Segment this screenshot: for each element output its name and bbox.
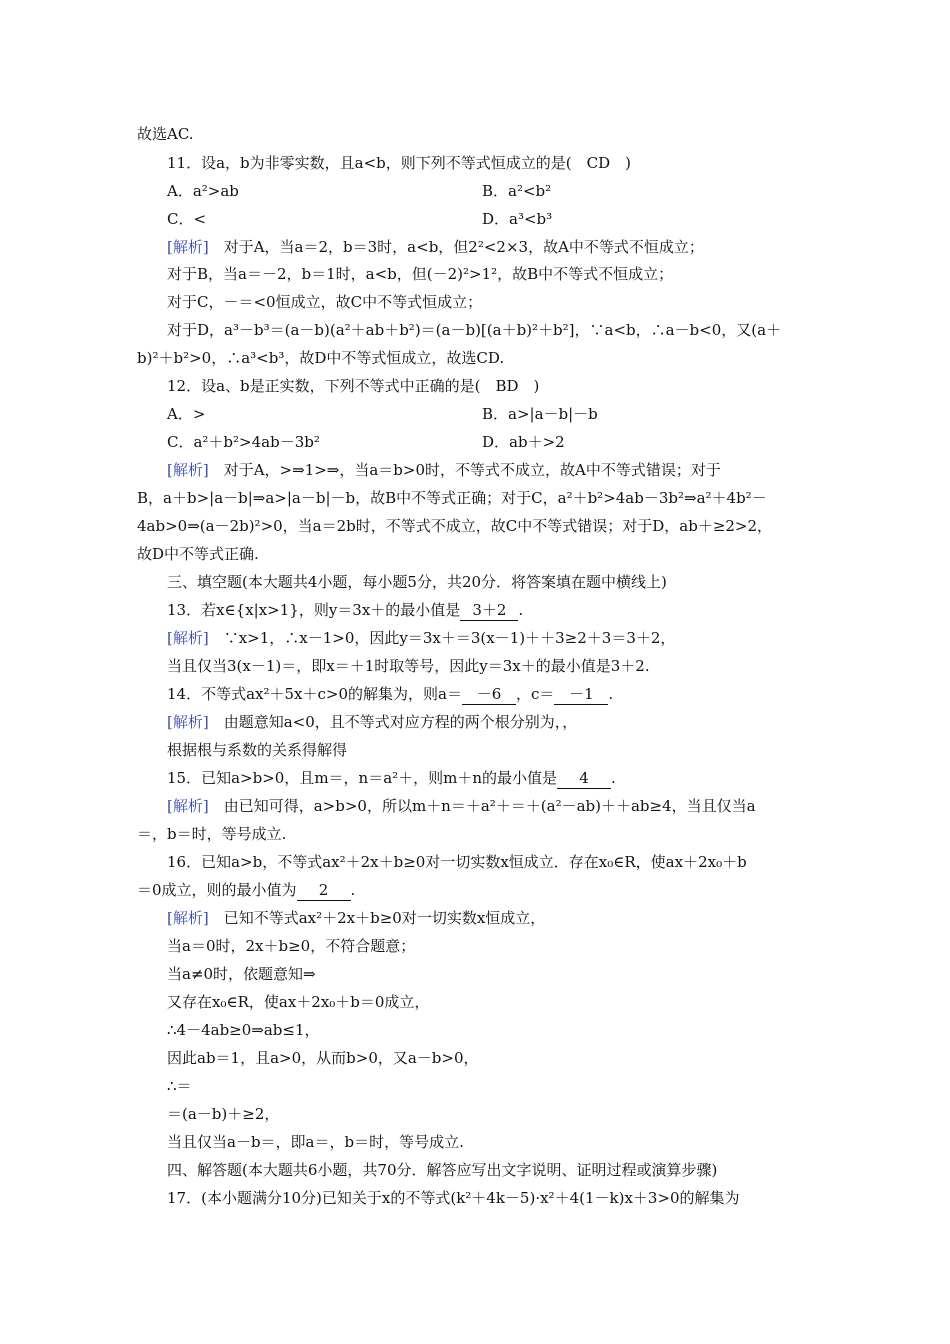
- text-line-l35: [167, 1076, 847, 1096]
- line-text: 4ab>0⇒(a－2b)²>0，当a＝2b时，不等式不成立，故C中不等式错误；对于D，ab＋≥2>2，: [137, 517, 773, 535]
- text-line-l17: [167, 572, 847, 592]
- text-line-l26: [137, 824, 817, 844]
- text-line-l01: [137, 124, 817, 144]
- line-text: 17．(本小题满分10分)已知关于x的不等式(k²＋4k－5)·x²＋4(1－k)x＋3>0的解集为: [167, 1189, 740, 1207]
- text-line-l18: [167, 600, 847, 621]
- line-text: ∴4－4ab≥0⇒ab≤1，: [167, 1021, 320, 1039]
- text-line-l04b: [482, 209, 950, 229]
- line-text: ＝0成立，则的最小值为: [137, 881, 297, 899]
- line-text: 当a＝0时，2x＋b≥0，不符合题意；: [167, 937, 416, 955]
- text-line-l05: [167, 237, 847, 257]
- line-text: C．<: [167, 210, 207, 228]
- text-line-l22: [167, 712, 847, 732]
- line-text: 当且仅当3(x－1)＝，即x＝＋1时取等号，因此y＝3x＋的最小值是3＋2.: [167, 657, 650, 675]
- line-text: 对于C，－＝<0恒成立，故C中不等式恒成立；: [167, 293, 483, 311]
- line-text-tail: .: [518, 601, 524, 619]
- line-text: 13．若x∈{x|x>1}，则y＝3x＋的最小值是: [167, 601, 461, 619]
- line-text: ∴＝: [167, 1077, 192, 1095]
- answer-blank: －1: [554, 684, 608, 705]
- answer-blank: 3＋2: [460, 600, 518, 621]
- text-line-l02: [167, 153, 847, 173]
- text-line-l36: [167, 1104, 847, 1124]
- line-text: 三、填空题(本大题共4小题，每小题5分，共20分．将答案填在题中横线上): [167, 573, 667, 591]
- line-text-tail: .: [608, 685, 614, 703]
- line-text: 故D中不等式正确.: [137, 545, 259, 563]
- text-line-l32: [167, 992, 847, 1012]
- text-line-l13: [167, 460, 847, 480]
- line-text: 对于D，a³－b³＝(a－b)(a²＋ab＋b²)＝(a－b)[(a＋b)²＋b²]，∵a<b，∴a－b<0，又(a＋: [167, 321, 782, 339]
- text-line-l31: [167, 964, 847, 984]
- line-text-tail: .: [350, 881, 356, 899]
- text-line-l21: [167, 684, 847, 705]
- analysis-tag: [解析]: [167, 461, 209, 479]
- line-text: 14．不等式ax²＋5x＋c>0的解集为，则a＝: [167, 685, 462, 703]
- text-line-l33: [167, 1020, 847, 1040]
- text-line-l06: [167, 264, 847, 284]
- line-text: ∵x>1，∴x－1>0，因此y＝3x＋＝3(x－1)＋＋3≥2＋3＝3＋2，: [208, 629, 676, 647]
- answer-blank: 4: [557, 768, 611, 789]
- line-text: b)²＋b²>0，∴a³<b³，故D中不等式恒成立，故选CD.: [137, 349, 505, 367]
- analysis-tag: [解析]: [167, 713, 209, 731]
- line-text: 对于B，当a＝－2，b＝1时，a<b，但(－2)²>1²，故B中不等式不恒成立；: [167, 265, 674, 283]
- line-text: B．a>|a－b|－b: [482, 405, 598, 423]
- answer-blank: 2: [297, 880, 351, 901]
- text-line-l39: [167, 1188, 847, 1208]
- line-text: C．a²＋b²>4ab－3b²: [167, 433, 320, 451]
- analysis-tag: [解析]: [167, 238, 209, 256]
- line-text: 由已知可得，a>b>0，所以m＋n＝＋a²＋＝＋(a²－ab)＋＋ab≥4，当且仅当a: [208, 797, 756, 815]
- text-line-l29: [167, 908, 847, 928]
- line-text: 又存在x₀∈R，使ax＋2x₀＋b＝0成立，: [167, 993, 430, 1011]
- text-line-l03b: [482, 181, 950, 201]
- line-text: 对于A，>⇒1>⇒，当a＝b>0时，不等式不成立，故A中不等式错误；对于: [208, 461, 721, 479]
- line-text: ＝(a－b)＋≥2，: [167, 1105, 280, 1123]
- answer-blank: －6: [462, 684, 516, 705]
- line-text-tail: ，c＝: [515, 685, 555, 703]
- text-line-l28: [137, 880, 817, 901]
- text-line-l34: [167, 1048, 847, 1068]
- line-text: A．>: [167, 405, 206, 423]
- line-text: 16．已知a>b，不等式ax²＋2x＋b≥0对一切实数x恒成立．存在x₀∈R，使ax＋2x₀＋b: [167, 853, 747, 871]
- text-line-l27: [167, 852, 847, 872]
- line-text: 根据根与系数的关系得解得: [167, 741, 348, 759]
- text-line-l11b: [482, 404, 950, 424]
- analysis-tag: [解析]: [167, 909, 209, 927]
- text-line-l09: [137, 348, 817, 368]
- line-text: 已知不等式ax²＋2x＋b≥0对一切实数x恒成立，: [208, 909, 546, 927]
- analysis-tag: [解析]: [167, 797, 209, 815]
- line-text: 因此ab＝1，且a>0，从而b>0，又a－b>0，: [167, 1049, 479, 1067]
- text-line-l19: [167, 628, 847, 648]
- line-text: D．ab＋>2: [482, 433, 565, 451]
- line-text: 四、解答题(本大题共6小题，共70分．解答应写出文字说明、证明过程或演算步骤): [167, 1161, 718, 1179]
- line-text: A．a²>ab: [167, 182, 239, 200]
- line-text: 故选AC.: [137, 125, 194, 143]
- text-line-l25: [167, 796, 847, 816]
- line-text: D．a³<b³: [482, 210, 553, 228]
- line-text-tail: .: [611, 769, 616, 787]
- text-line-l24: [167, 768, 847, 789]
- text-line-l20: [167, 656, 847, 676]
- line-text: B，a＋b>|a－b|⇒a>|a－b|－b，故B中不等式正确；对于C，a²＋b²>4ab－3b²⇒a²＋4b²－: [137, 489, 767, 507]
- text-line-l37: [167, 1132, 847, 1152]
- line-text: 11．设a，b为非零实数，且a<b，则下列不等式恒成立的是( CD ): [167, 154, 631, 172]
- text-line-l10: [167, 376, 847, 396]
- line-text: 由题意知a<0，且不等式对应方程的两个根分别为，，: [208, 713, 578, 731]
- line-text: 12．设a、b是正实数，下列不等式中正确的是( BD ): [167, 377, 540, 395]
- line-text: ＝，b＝时，等号成立.: [137, 825, 287, 843]
- line-text: B．a²<b²: [482, 182, 552, 200]
- text-line-l30: [167, 936, 847, 956]
- line-text: 15．已知a>b>0，且m＝，n＝a²＋，则m＋n的最小值是: [167, 769, 558, 787]
- text-line-l12b: [482, 432, 950, 452]
- text-line-l38: [167, 1160, 847, 1180]
- line-text: 当且仅当a－b＝，即a＝，b＝时，等号成立.: [167, 1133, 464, 1151]
- text-line-l14: [137, 488, 817, 508]
- analysis-tag: [解析]: [167, 629, 209, 647]
- line-text: 对于A，当a＝2，b＝3时，a<b，但2²<2×3，故A中不等式不恒成立；: [208, 238, 704, 256]
- text-line-l07: [167, 292, 847, 312]
- text-line-l16: [137, 544, 817, 564]
- text-line-l23: [167, 740, 847, 760]
- text-line-l08: [167, 320, 847, 340]
- line-text: 当a≠0时，依题意知⇒: [167, 965, 316, 983]
- text-line-l15: [137, 516, 817, 536]
